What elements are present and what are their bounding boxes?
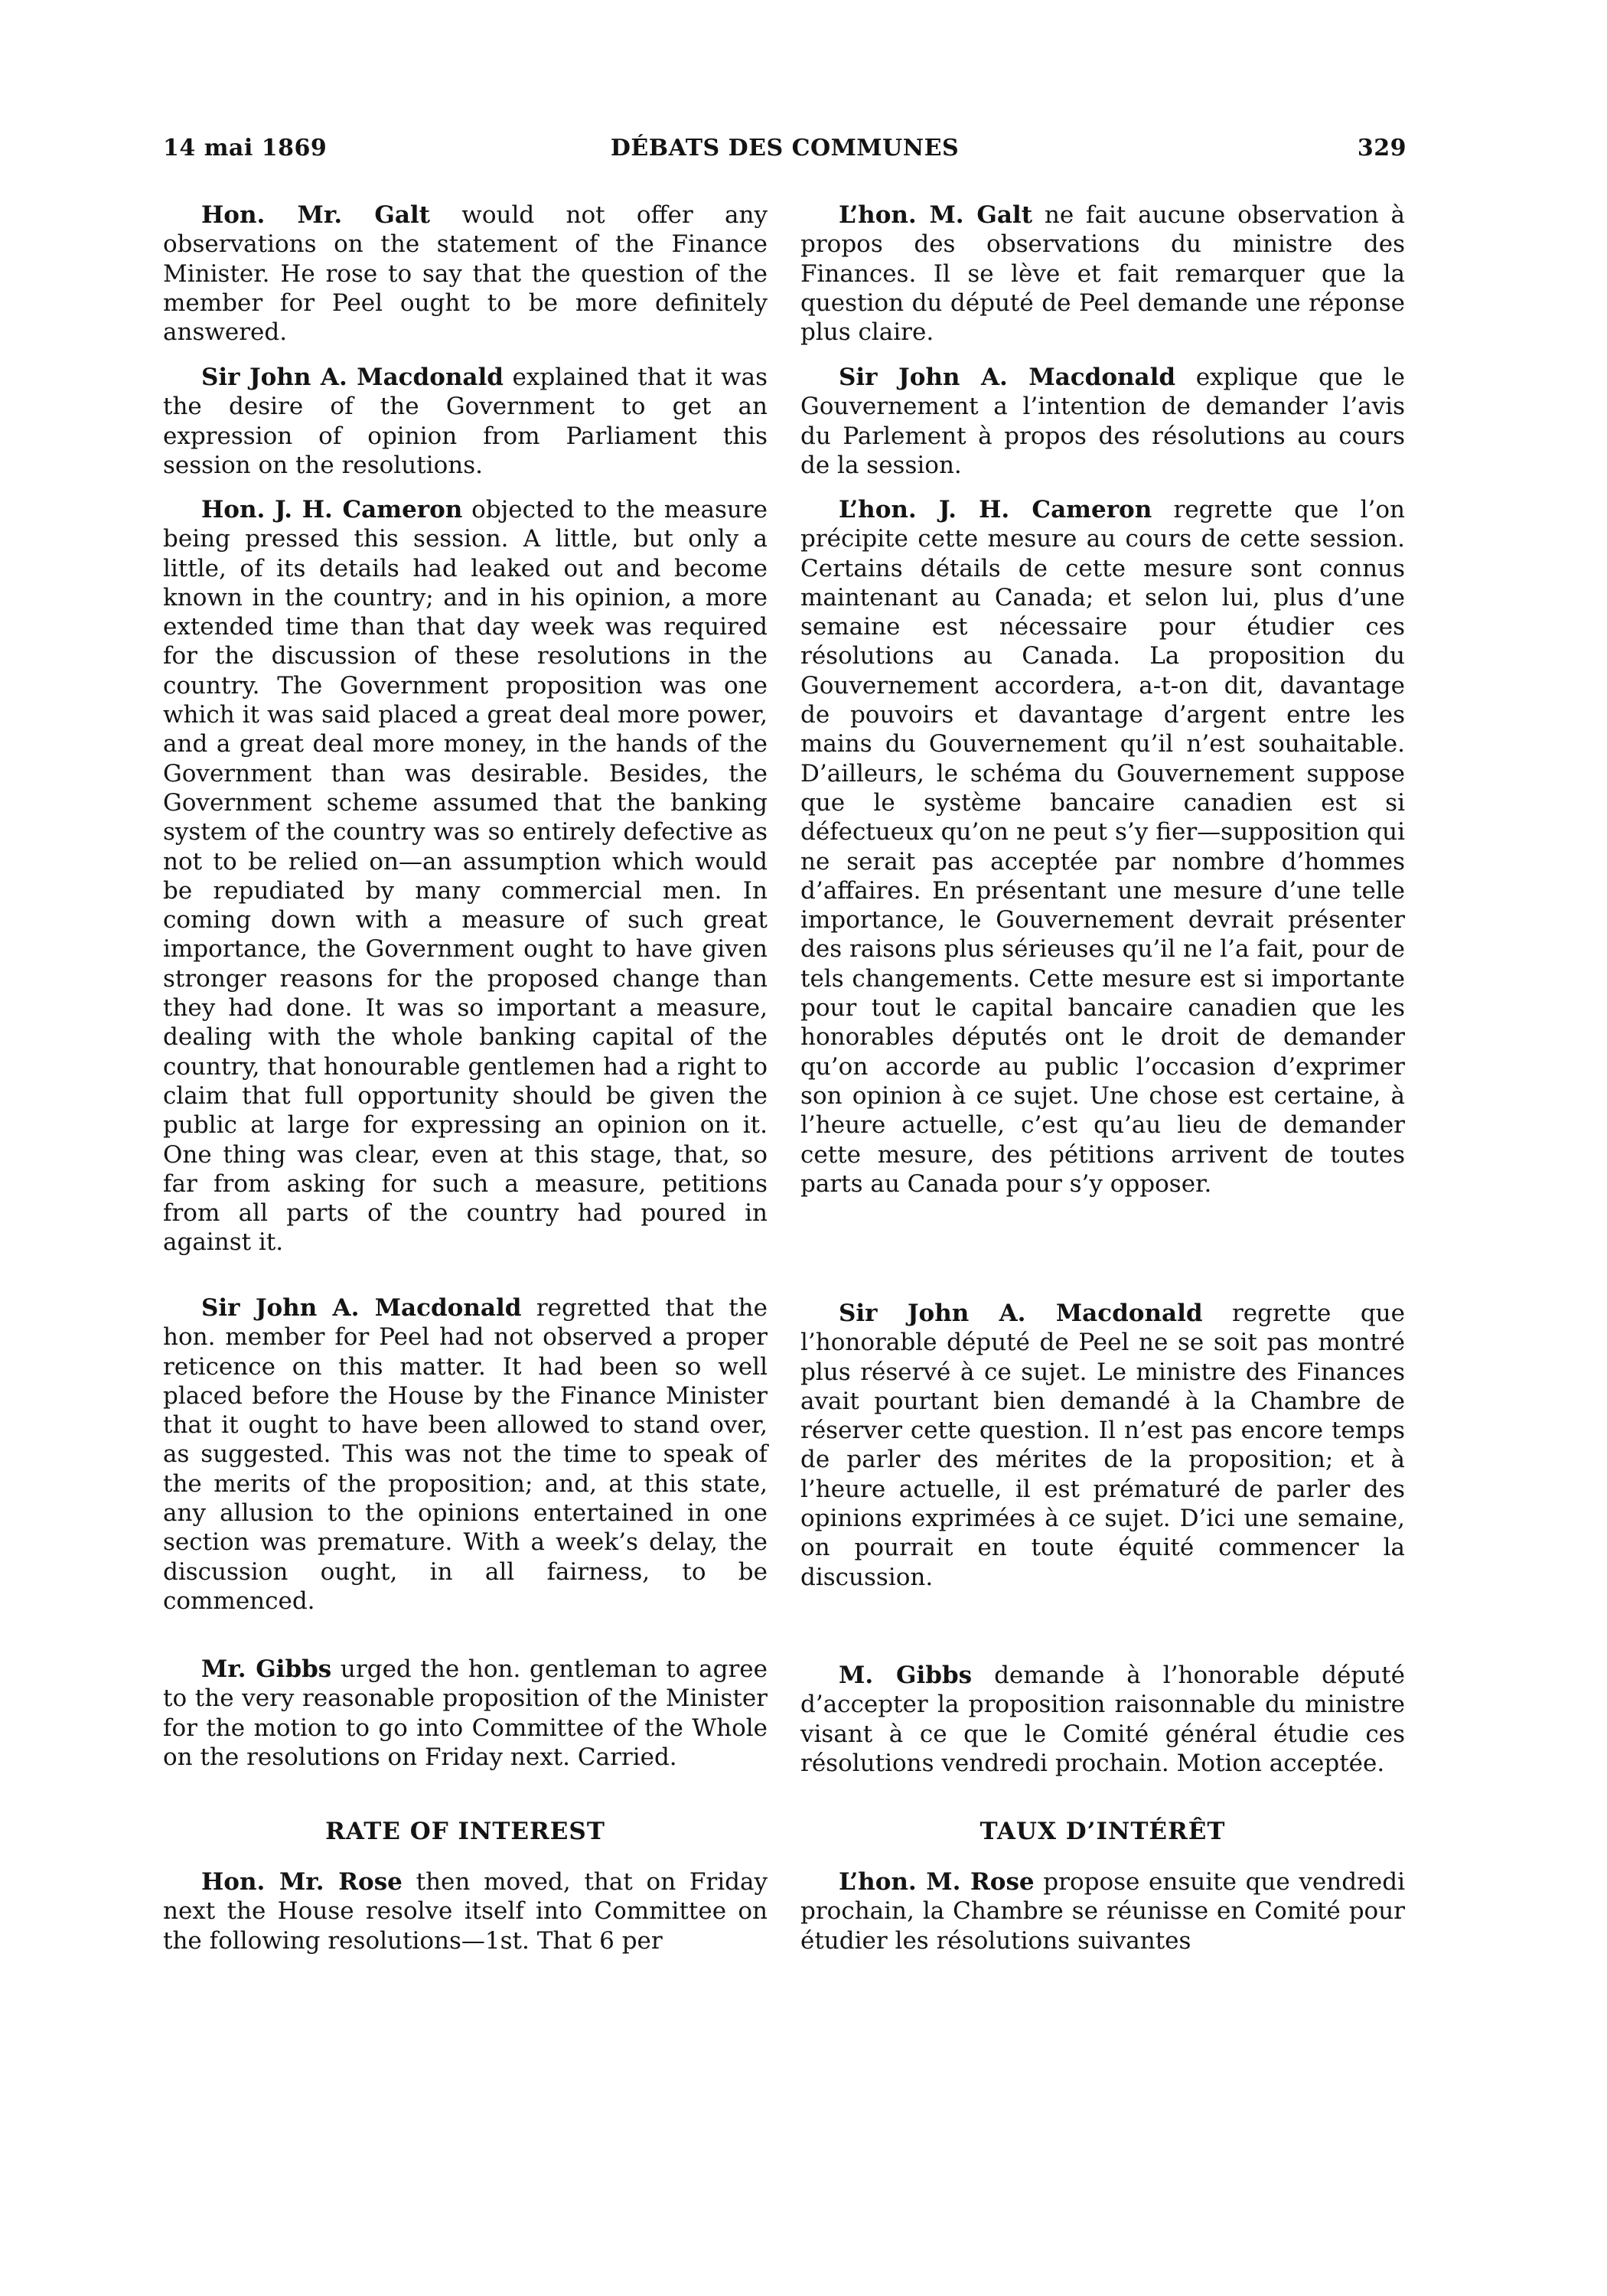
page-header: [163, 135, 1407, 165]
paragraph-text: propose ensuite que vendredi prochain, la Chambre se réunisse en Comité pour étudier les résolutions suivantes: [800, 1868, 1405, 1955]
french-paragraph-gibbs: [800, 1661, 1405, 1778]
french-paragraph-macdonald-2: [800, 1299, 1405, 1592]
paragraph-text: demande à l’honorable député d’accepter la proposition raisonnable du ministre visant à ce que le Comité général étudie ces résolutions vendredi prochain. Motion acceptée.: [800, 1662, 1405, 1777]
section-heading-rate-of-interest: RATE OF INTEREST: [325, 1818, 605, 1845]
french-paragraph-galt: [800, 201, 1405, 347]
english-paragraph-cameron: [163, 495, 768, 1257]
speaker-name: Hon. J. H. Cameron: [201, 496, 463, 523]
paragraph-text: explique que le Gouvernement a l’intention de demander l’avis du Parlement à propos des résolutions au cours de la session.: [800, 364, 1405, 479]
speaker-name: M. Gibbs: [839, 1662, 973, 1689]
page-number: 329: [1357, 135, 1407, 161]
english-paragraph-rose: [163, 1867, 768, 1955]
english-paragraph-macdonald-1: [163, 363, 768, 480]
speaker-name: Sir John A. Macdonald: [839, 364, 1176, 391]
paragraph-text: ne fait aucune observation à propos des observations du ministre des Finances. Il se lève et fait remarquer que la question du député de Peel demande une réponse plus claire.: [800, 201, 1405, 347]
paragraph-text: would not offer any observations on the statement of the Finance Minister. He rose to say that the question of the member for Peel ought to be more definitely answered.: [163, 201, 768, 347]
english-paragraph-macdonald-2: [163, 1293, 768, 1616]
french-paragraph-macdonald-1: [800, 363, 1405, 480]
french-paragraph-cameron: [800, 495, 1405, 1199]
speaker-name: Sir John A. Macdonald: [201, 364, 504, 391]
publication-title: DÉBATS DES COMMUNES: [610, 135, 960, 161]
speaker-name: Hon. Mr. Rose: [201, 1868, 403, 1896]
speaker-name: Sir John A. Macdonald: [201, 1294, 522, 1322]
speaker-name: Sir John A. Macdonald: [839, 1300, 1203, 1327]
section-heading-taux-d-interet: TAUX D’INTÉRÊT: [980, 1818, 1226, 1845]
french-paragraph-rose: [800, 1867, 1405, 1955]
page-date: 14 mai 1869: [163, 135, 328, 161]
paragraph-text: regrette que l’on précipite cette mesure au cours de cette session. Certains détails de cette mesure sont connus maintenant au Canada; et selon lui, plus d’une semaine est nécessaire pour étudier ces résolutions au Canada. La proposition du Gouvernement accordera, a-t-on dit, davantage de pouvoirs et davantage d’argent entre les mains du Gouvernement qu’il n’est souhaitable. D’ailleurs, le schéma du Gouvernement suppose que le système bancaire canadien est si défectueux qu’on ne peut s’y fier—supposition qui ne serait pas acceptée par nombre d’hommes d’affaires. En présentant une mesure d’une telle importance, le Gouvernement devrait présenter des raisons plus sérieuses qu’il ne l’a fait, pour de tels changements. Cette mesure est si importante pour tout le capital bancaire canadien que les honorables députés ont le droit de demander qu’on accorde au public l’occasion d’exprimer son opinion à ce sujet. Une chose est certaine, à l’heure actuelle, c’est qu’au lieu de demander cette mesure, des pétitions arrivent de toutes parts au Canada pour s’y opposer.: [800, 496, 1405, 1198]
speaker-name: Mr. Gibbs: [201, 1655, 332, 1683]
paragraph-text: objected to the measure being pressed this session. A little, but only a little, of its details had leaked out and become known in the country; and in his opinion, a more extended time than that day week was required for the discussion of these resolutions in the country. The Government proposition was one which it was said placed a great deal more power, and a great deal more money, in the hands of the Government than was desirable. Besides, the Government scheme assumed that the banking system of the country was so entirely defective as not to be relied on—an assumption which would be repudiated by many commercial men. In coming down with a measure of such great importance, the Government ought to have given stronger reasons for the proposed change than they had done. It was so important a measure, dealing with the whole banking capital of the country, that honourable gentlemen had a right to claim that full opportunity should be given the public at large for expressing an opinion on it. One thing was clear, even at this stage, that, so far from asking for such a measure, petitions from all parts of the country had poured in against it.: [163, 496, 768, 1257]
english-paragraph-galt: [163, 201, 768, 347]
paragraph-text: regretted that the hon. member for Peel had not observed a proper reticence on this matter. It had been so well placed before the House by the Finance Minister that it ought to have been allowed to stand over, as suggested. This was not the time to speak of the merits of the proposition; and, at this state, any allusion to the opinions entertained in one section was premature. With a week’s delay, the discussion ought, in all fairness, to be commenced.: [163, 1294, 768, 1615]
paragraph-text: explained that it was the desire of the Government to get an expression of opinion from Parliament this session on the resolutions.: [163, 364, 768, 479]
paragraph-text: regrette que l’honorable député de Peel ne se soit pas montré plus réservé à ce sujet. Le ministre des Finances avait pourtant bien demandé à la Chambre de réserver cette question. Il n’est pas encore temps de parler des mérites de la proposition; et à l’heure actuelle, il est prématuré de parler des opinions exprimées à ce sujet. D’ici une semaine, on pourrait en toute équité commencer la discussion.: [800, 1300, 1405, 1591]
paragraph-text: then moved, that on Friday next the House resolve itself into Committee on the following resolutions—1st. That 6 per: [163, 1868, 768, 1955]
speaker-name: L’hon. M. Rose: [839, 1868, 1035, 1896]
speaker-name: Hon. Mr. Galt: [201, 201, 431, 229]
paragraph-text: urged the hon. gentleman to agree to the very reasonable proposition of the Minister for the motion to go into Committee of the Whole on the resolutions on Friday next. Carried.: [163, 1655, 768, 1771]
speaker-name: L’hon. J. H. Cameron: [839, 496, 1152, 523]
speaker-name: L’hon. M. Galt: [839, 201, 1033, 229]
english-paragraph-gibbs: [163, 1655, 768, 1772]
